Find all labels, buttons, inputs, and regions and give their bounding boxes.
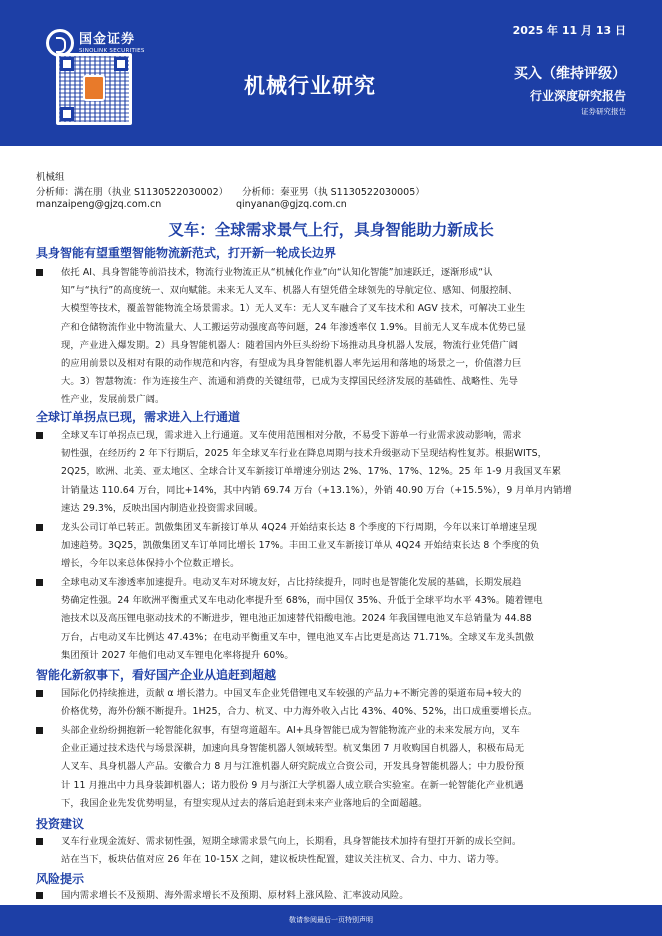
analyst-line [36,184,425,198]
section-heading: 投资建议 [36,817,85,831]
paragraph-text: 全球电动叉车渗透率加速提升。电动叉车对环境友好，占比持续提升，同时也是智能化发展的基础，长期发展趋 势确定性强。24 年欧洲平衡重式叉车电动化率提升至 68%，而中国仅 35%、升低于全球平均水平 43%。随着锂电 池技术以及高压锂电驱动技术的不断进步，锂电池正加速替代铅酸电池。2024 年我国锂电池叉车总销量为 44.88 万台，占电动叉车比例达 47.43%；在电动平衡重叉车中，锂电池叉车占比更是高达 71.71%。全球叉车龙头凯傲 集团预计 2027 年他们电动叉车锂电化率将提升 60%。 [61,577,543,661]
team-name: 机械组 [36,172,65,183]
report-header [0,0,662,146]
section-heading: 风险提示 [36,872,85,886]
square-bullet-icon [36,892,43,899]
paragraph-text: 叉车行业现金流好、需求韧性强，短期全球需求景气向上，长期看，具身智能技术加持有望打开新的成长空间。 站在当下，板块估值对应 26 年在 10-15X 之间，建议板块性配置，建议关注杭叉、合力、中力、诺力等。 [61,836,522,866]
square-bullet-icon [36,432,43,439]
paragraph-text: 国际化仍持续推进，贡献 α 增长潜力。中国叉车企业凭借锂电叉车较强的产品力+不断完善的渠道布局+较大的 价格优势，海外份额不断提升。1H25，合力、杭叉、中力海外收入占比 43%、40%、52%，出口成重要增长点。 [61,688,538,718]
report-date: 2025 年 11 月 13 日 [512,24,626,37]
rating: 买入（维持评级） [514,66,626,82]
paragraph-text: 头部企业纷纷拥抱新一轮智能化叙事，有望弯道超车。AI+具身智能已成为智能物流产业的未来发展方向，叉车 企业正通过技术迭代与场景深耕，加速向具身智能机器人领域转型。杭叉集团 7 月收购国自机器人，积极布局无 人叉车、具身机器人产品。安徽合力 8 月与江淮机器人研究院成立合资公司，开发具身智能机器人；中力股份预 计 11 月推出中力具身装卸机器人；诺力股份 9 月与浙江大学机器人成立联合实验室。在新一轮智能化产业机遇 下，我国企业先发优势明显，有望实现从过去的落后追赶到未来产业落地后的全面超越。 [61,725,525,809]
industry-title: 机械行业研究 [244,74,376,98]
brand-name-en: SINOLINK SECURITIES [79,47,145,54]
disclaimer-note: 敬请参阅最后一页特别声明 [289,916,373,924]
square-bullet-icon [36,524,43,531]
page-footer [0,905,662,936]
section-heading: 智能化新叙事下，看好国产企业从追赶到超越 [36,668,277,682]
qr-center-icon [83,75,105,101]
analyst-2: 分析师：秦亚男（执 S1130522030005） [242,187,425,198]
square-bullet-icon [36,838,43,845]
section-heading: 具身智能有望重塑智能物流新范式，打开新一轮成长边界 [36,246,337,260]
square-bullet-icon [36,579,43,586]
paragraph-text: 国内需求增长不及预期、海外需求增长不及预期、原材料上涨风险、汇率波动风险。 [61,890,409,901]
report-subtype: 证券研究报告 [581,107,626,116]
report-title: 叉车：全球需求景气上行，具身智能助力新成长 [168,221,494,239]
square-bullet-icon [36,690,43,697]
paragraph-text: 龙头公司订单已转正。凯傲集团叉车新接订单从 4Q24 开始结束长达 8 个季度的下行周期，今年以来订单增速呈现 加速趋势。3Q25，凯傲集团叉车订单同比增长 17%。丰田工业叉车新接订单从 4Q24 开始结束长达 8 个季度的负 增长，今年以来总体保持小个位数正增长。 [61,522,540,570]
analyst-email-2[interactable]: qinyanan@gjzq.com.cn [236,199,347,210]
report-type: 行业深度研究报告 [529,89,626,103]
analyst-email-1[interactable]: manzaipeng@gjzq.com.cn [36,199,162,210]
section-heading: 全球订单拐点已现，需求进入上行通道 [36,410,241,424]
paragraph-text: 依托 AI、具身智能等前沿技术，物流行业物流正从“机械化作业”向“认知化智能”加速跃迁，逐渐形成“认 知”与“执行”的高度统一、双向赋能。未来无人叉车、机器人有望凭借全球领先的导航定位、感知、伺服控制、 大模型等技术，覆盖智能物流全场景需求。1）无人叉车：无人叉车融合了叉车技术和 AGV 技术，可解决工业生 产和仓储物流作业中物流量大、人工搬运劳动强度高等问题，24 年渗透率仅 1.9%。目前无人叉车成本优势已显 现，产业进入爆发期。2）具身智能机器人：随着国内外巨头纷纷下场推动具身机器人发展，物流行业凭借广阔 的应用前景以及相对有限的动作规范和内容，有望成为具身智能机器人率先运用和落地的场景之一，价值潜力巨 大。3）智慧物流：作为连接生产、流通和消费的关键纽带，已成为支撑国民经济发展的基础性、战略性、先导 性产业，发展前景广阔。 [61,267,527,406]
analyst-1: 分析师：满在朋（执业 S1130522030002） [36,187,229,198]
square-bullet-icon [36,269,43,276]
qr-code [56,53,132,125]
paragraph-text: 全球叉车订单拐点已现，需求进入上行通道。叉车使用范围相对分散，不易受下游单一行业需求波动影响，需求 韧性强，在经历约 2 年下行期后，2025 年全球叉车行业在降息周期与技术升级驱动下呈现结构性复苏。根据WITS， 2Q25，欧洲、北美、亚太地区、全球合计叉车新接订单增速分别达 2%、17%、17%、12%。25 年 1-9 月我国叉车累 计销量达 110.64 万台，同比+14%，其中内销 69.74 万台（+13.1%），外销 40.90 万台（+15.5%），9 月单月内销增 速达 29.3%，反映出国内制造业投资需求回暖。 [61,430,572,514]
brand-name: 国金证券 [79,31,136,47]
square-bullet-icon [36,727,43,734]
